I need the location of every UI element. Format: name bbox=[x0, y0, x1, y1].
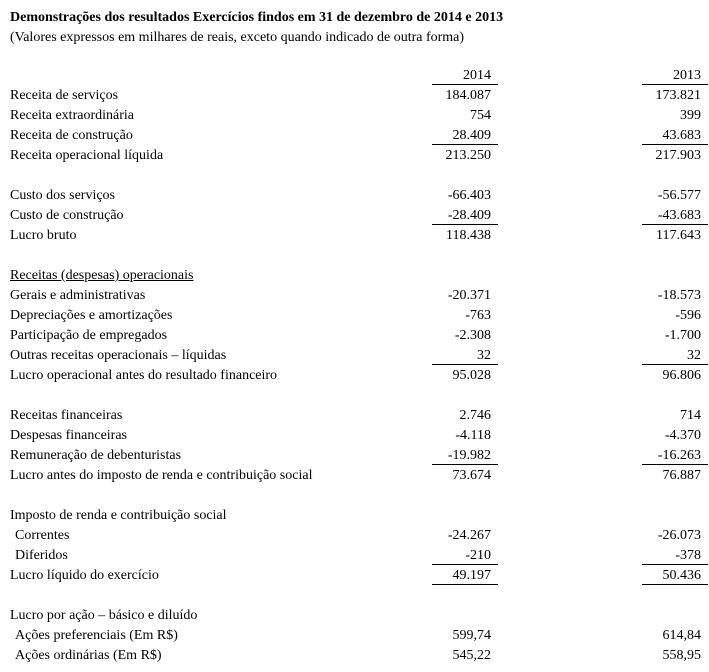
value-2014 bbox=[432, 506, 498, 525]
row-label: Correntes bbox=[15, 528, 70, 543]
value-2014: 95.028 bbox=[452, 368, 491, 383]
row-label: Gerais e administrativas bbox=[10, 288, 146, 303]
row-label: Receita operacional líquida bbox=[10, 148, 164, 163]
cell-2013 bbox=[642, 426, 708, 446]
table-row bbox=[10, 126, 708, 146]
table-row bbox=[10, 166, 708, 186]
cell-2013 bbox=[642, 246, 708, 266]
cell-2014 bbox=[432, 326, 498, 346]
table-row bbox=[10, 506, 708, 526]
value-2014 bbox=[432, 606, 498, 625]
value-2013: -596 bbox=[675, 308, 701, 323]
value-2013 bbox=[642, 486, 708, 505]
cell-2014 bbox=[432, 146, 498, 166]
table-row bbox=[10, 246, 708, 266]
cell-2014 bbox=[432, 166, 498, 186]
cell-2013 bbox=[642, 446, 708, 466]
column-gap bbox=[498, 306, 642, 326]
cell-2013 bbox=[642, 466, 708, 486]
table-body bbox=[10, 86, 708, 666]
table-row bbox=[10, 106, 708, 126]
table-row bbox=[10, 486, 708, 506]
row-label bbox=[10, 166, 432, 186]
value-2014 bbox=[432, 246, 498, 265]
cell-2013 bbox=[642, 206, 708, 226]
header-cell-2013 bbox=[642, 66, 708, 86]
table-row bbox=[10, 86, 708, 106]
column-gap bbox=[498, 86, 642, 106]
row-label: Despesas financeiras bbox=[10, 428, 128, 443]
row-label: Participação de empregados bbox=[10, 328, 168, 343]
row-label: Lucro operacional antes do resultado financeiro bbox=[10, 368, 278, 383]
value-2014: 545,22 bbox=[452, 648, 491, 663]
cell-2014 bbox=[432, 546, 498, 566]
row-label: Ações preferenciais (Em R$) bbox=[15, 628, 178, 643]
table-row bbox=[10, 466, 708, 486]
column-gap bbox=[498, 226, 642, 246]
column-gap bbox=[498, 526, 642, 546]
row-label: Lucro por ação – básico e diluído bbox=[10, 608, 198, 623]
value-2013: 399 bbox=[680, 108, 701, 123]
value-2014: 213.250 bbox=[445, 148, 491, 163]
cell-2014 bbox=[432, 406, 498, 426]
cell-2013 bbox=[642, 146, 708, 166]
table-row bbox=[10, 426, 708, 446]
table-row bbox=[10, 146, 708, 166]
cell-2014 bbox=[432, 426, 498, 446]
value-2014: -20.371 bbox=[447, 288, 491, 303]
cell-2014 bbox=[432, 246, 498, 266]
cell-2013 bbox=[642, 346, 708, 366]
row-label: Lucro bruto bbox=[10, 228, 77, 243]
column-gap bbox=[498, 66, 642, 86]
value-2013: 614,84 bbox=[662, 628, 701, 643]
value-2014: 73.674 bbox=[452, 468, 491, 483]
value-2014: -763 bbox=[465, 308, 491, 323]
value-2014 bbox=[432, 266, 498, 285]
cell-2013 bbox=[642, 166, 708, 186]
cell-2014 bbox=[432, 226, 498, 246]
header-empty-cell bbox=[10, 66, 432, 86]
table-row bbox=[10, 326, 708, 346]
column-gap bbox=[498, 586, 642, 606]
cell-2013 bbox=[642, 486, 708, 506]
column-gap bbox=[498, 206, 642, 226]
value-2013: 217.903 bbox=[655, 148, 701, 163]
column-gap bbox=[498, 166, 642, 186]
column-gap bbox=[498, 626, 642, 646]
value-2013: -4.370 bbox=[664, 428, 701, 443]
value-2013: 714 bbox=[680, 408, 701, 423]
value-2014: 49.197 bbox=[432, 566, 498, 585]
value-2013: 117.643 bbox=[656, 228, 701, 243]
value-2013: 43.683 bbox=[642, 126, 708, 145]
column-gap bbox=[498, 106, 642, 126]
cell-2013 bbox=[642, 126, 708, 146]
cell-2013 bbox=[642, 386, 708, 406]
cell-2014 bbox=[432, 586, 498, 606]
value-2014: 28.409 bbox=[432, 126, 498, 145]
table-row bbox=[10, 206, 708, 226]
cell-2013 bbox=[642, 406, 708, 426]
cell-2013 bbox=[642, 566, 708, 586]
cell-2014 bbox=[432, 266, 498, 286]
table-row bbox=[10, 446, 708, 466]
value-2014: -4.118 bbox=[455, 428, 491, 443]
table-row bbox=[10, 286, 708, 306]
cell-2014 bbox=[432, 306, 498, 326]
value-2014: -2.308 bbox=[454, 328, 491, 343]
column-gap bbox=[498, 566, 642, 586]
row-label: Lucro líquido do exercício bbox=[10, 568, 159, 583]
value-2013: -1.700 bbox=[664, 328, 701, 343]
cell-2013 bbox=[642, 366, 708, 386]
value-2014: 599,74 bbox=[452, 628, 491, 643]
cell-2014 bbox=[432, 466, 498, 486]
cell-2014 bbox=[432, 126, 498, 146]
column-gap bbox=[498, 466, 642, 486]
row-label: Remuneração de debenturistas bbox=[10, 448, 182, 463]
table-row bbox=[10, 606, 708, 626]
table-row bbox=[10, 346, 708, 366]
value-2013 bbox=[642, 586, 708, 605]
value-2014: 184.087 bbox=[445, 88, 491, 103]
cell-2013 bbox=[642, 646, 708, 666]
table-row bbox=[10, 406, 708, 426]
row-label: Custo dos serviços bbox=[10, 188, 115, 203]
value-2013 bbox=[642, 606, 708, 625]
cell-2013 bbox=[642, 326, 708, 346]
table-header-row bbox=[10, 66, 708, 86]
table-row bbox=[10, 626, 708, 646]
column-gap bbox=[498, 506, 642, 526]
cell-2014 bbox=[432, 186, 498, 206]
row-label: Lucro antes do imposto de renda e contribuição social bbox=[10, 468, 313, 483]
table-row bbox=[10, 306, 708, 326]
value-2013: -378 bbox=[642, 546, 708, 565]
column-header-2013: 2013 bbox=[642, 66, 708, 85]
cell-2014 bbox=[432, 606, 498, 626]
cell-2014 bbox=[432, 526, 498, 546]
cell-2013 bbox=[642, 106, 708, 126]
column-gap bbox=[498, 446, 642, 466]
row-label: Imposto de renda e contribuição social bbox=[10, 508, 227, 523]
cell-2014 bbox=[432, 506, 498, 526]
value-2013: 50.436 bbox=[642, 566, 708, 585]
column-gap bbox=[498, 606, 642, 626]
value-2014: 754 bbox=[470, 108, 491, 123]
value-2013: 173.821 bbox=[655, 88, 701, 103]
cell-2014 bbox=[432, 486, 498, 506]
value-2014: 118.438 bbox=[446, 228, 491, 243]
value-2013: -43.683 bbox=[642, 206, 708, 225]
value-2014 bbox=[432, 586, 498, 605]
column-gap bbox=[498, 186, 642, 206]
cell-2013 bbox=[642, 546, 708, 566]
column-gap bbox=[498, 646, 642, 666]
column-gap bbox=[498, 286, 642, 306]
table-row bbox=[10, 386, 708, 406]
column-gap bbox=[498, 486, 642, 506]
table-row bbox=[10, 526, 708, 546]
cell-2014 bbox=[432, 626, 498, 646]
value-2014: -66.403 bbox=[447, 188, 491, 203]
row-label bbox=[10, 386, 432, 406]
table-row bbox=[10, 186, 708, 206]
column-gap bbox=[498, 246, 642, 266]
cell-2014 bbox=[432, 86, 498, 106]
cell-2013 bbox=[642, 266, 708, 286]
value-2013 bbox=[642, 266, 708, 285]
table-row bbox=[10, 586, 708, 606]
value-2013 bbox=[642, 246, 708, 265]
value-2014 bbox=[432, 386, 498, 405]
row-label: Depreciações e amortizações bbox=[10, 308, 173, 323]
table-row bbox=[10, 566, 708, 586]
column-gap bbox=[498, 266, 642, 286]
row-label bbox=[10, 246, 432, 266]
cell-2014 bbox=[432, 386, 498, 406]
cell-2014 bbox=[432, 566, 498, 586]
row-label bbox=[10, 486, 432, 506]
row-label: Diferidos bbox=[15, 548, 68, 563]
column-gap bbox=[498, 546, 642, 566]
column-gap bbox=[498, 326, 642, 346]
cell-2013 bbox=[642, 226, 708, 246]
row-label: Custo de construção bbox=[10, 208, 124, 223]
value-2013: -56.577 bbox=[657, 188, 701, 203]
column-gap bbox=[498, 366, 642, 386]
cell-2013 bbox=[642, 626, 708, 646]
value-2013: -26.073 bbox=[657, 528, 701, 543]
value-2013: -18.573 bbox=[657, 288, 701, 303]
table-row bbox=[10, 546, 708, 566]
value-2014 bbox=[432, 166, 498, 185]
value-2013 bbox=[642, 506, 708, 525]
value-2013: 96.806 bbox=[662, 368, 701, 383]
value-2013: 76.887 bbox=[662, 468, 701, 483]
cell-2014 bbox=[432, 286, 498, 306]
value-2014: 32 bbox=[432, 346, 498, 365]
row-label: Ações ordinárias (Em R$) bbox=[15, 648, 162, 663]
value-2013: -16.263 bbox=[642, 446, 708, 465]
table-row bbox=[10, 366, 708, 386]
column-gap bbox=[498, 146, 642, 166]
value-2013 bbox=[642, 166, 708, 185]
table-row bbox=[10, 646, 708, 666]
row-label: Receita extraordinária bbox=[10, 108, 134, 123]
row-label: Receita de serviços bbox=[10, 88, 119, 103]
column-gap bbox=[498, 346, 642, 366]
header-cell-2014 bbox=[432, 66, 498, 86]
spacer bbox=[10, 48, 708, 66]
row-label: Receita de construção bbox=[10, 128, 133, 143]
cell-2014 bbox=[432, 446, 498, 466]
cell-2014 bbox=[432, 346, 498, 366]
table-row bbox=[10, 266, 708, 286]
column-gap bbox=[498, 126, 642, 146]
value-2014: -24.267 bbox=[447, 528, 491, 543]
value-2014: -19.982 bbox=[432, 446, 498, 465]
cell-2013 bbox=[642, 186, 708, 206]
column-gap bbox=[498, 406, 642, 426]
cell-2014 bbox=[432, 646, 498, 666]
value-2014: 2.746 bbox=[459, 408, 491, 423]
cell-2014 bbox=[432, 366, 498, 386]
cell-2014 bbox=[432, 106, 498, 126]
value-2013 bbox=[642, 386, 708, 405]
row-label bbox=[10, 586, 432, 606]
value-2014 bbox=[432, 486, 498, 505]
document-subtitle: (Valores expressos em milhares de reais, exceto quando indicado de outra forma) bbox=[10, 30, 465, 45]
cell-2013 bbox=[642, 526, 708, 546]
cell-2013 bbox=[642, 86, 708, 106]
cell-2013 bbox=[642, 286, 708, 306]
value-2013: 32 bbox=[642, 346, 708, 365]
value-2014: -28.409 bbox=[432, 206, 498, 225]
cell-2013 bbox=[642, 606, 708, 626]
row-label: Outras receitas operacionais – líquidas bbox=[10, 348, 227, 363]
column-gap bbox=[498, 386, 642, 406]
cell-2014 bbox=[432, 206, 498, 226]
document-title: Demonstrações dos resultados Exercícios findos em 31 de dezembro de 2014 e 2013 bbox=[10, 10, 504, 25]
column-gap bbox=[498, 426, 642, 446]
row-label: Receitas financeiras bbox=[10, 408, 123, 423]
value-2013: 558,95 bbox=[662, 648, 701, 663]
value-2014: -210 bbox=[432, 546, 498, 565]
cell-2013 bbox=[642, 586, 708, 606]
cell-2013 bbox=[642, 306, 708, 326]
row-label: Receitas (despesas) operacionais bbox=[10, 268, 194, 283]
table-row bbox=[10, 226, 708, 246]
cell-2013 bbox=[642, 506, 708, 526]
column-header-2014: 2014 bbox=[432, 66, 498, 85]
